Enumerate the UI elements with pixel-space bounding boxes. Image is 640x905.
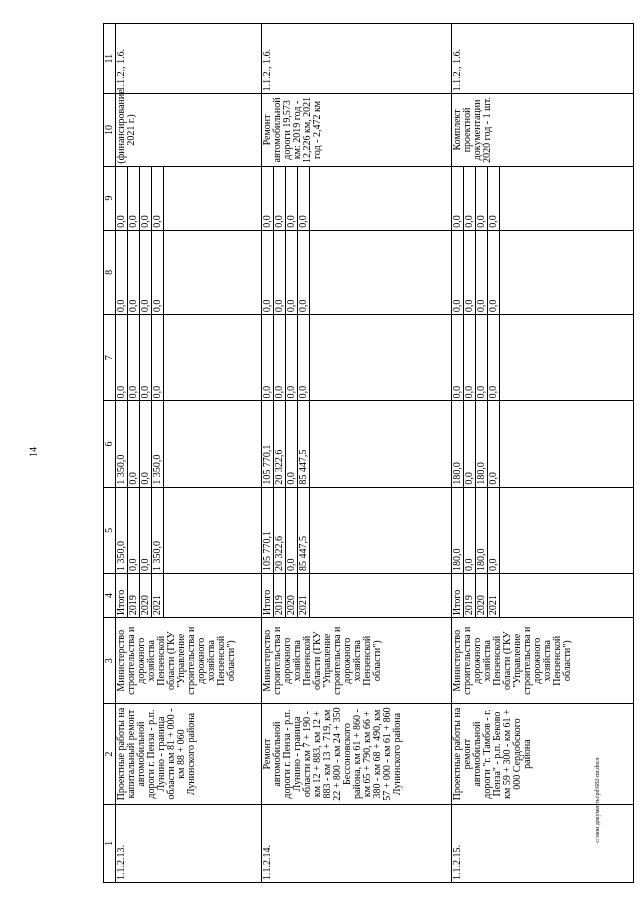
column-header: 6 [104, 401, 116, 487]
value: 0,0 [286, 488, 298, 573]
year-label: 2019 [464, 574, 476, 617]
row-number: 1.1.2.13. [116, 804, 262, 882]
value: 85 447,5 [298, 401, 310, 486]
value: 0,0 [452, 315, 464, 400]
year-label: Итого [262, 574, 274, 617]
year-label: 2021 [488, 574, 500, 617]
column-header: 7 [104, 315, 116, 401]
year-label: 2021 [152, 574, 164, 617]
column-header: 11 [104, 24, 116, 94]
value: 20 322,6 [274, 401, 286, 486]
value: 0,0 [128, 488, 140, 573]
value: 0,0 [464, 401, 476, 486]
value: 1 350,0 [152, 488, 164, 573]
year-label: 2019 [274, 574, 286, 617]
value: 1 350,0 [116, 401, 128, 486]
value-cell [452, 166, 634, 230]
work-name: Проектные работы на капитальный ремонт автомобильной дороги г. Пенза - р.п. Лунино - граница области км 81 + 000 - км 88 + 060 Лунинского района [116, 704, 262, 804]
value: 0,0 [140, 488, 152, 573]
value-cell [116, 166, 262, 230]
value: 180,0 [452, 401, 464, 486]
year-label: 2020 [286, 574, 298, 617]
value: 0,0 [152, 231, 164, 314]
value-cell [262, 166, 452, 230]
rotated-table-stage [103, 23, 633, 883]
value: 0,0 [128, 231, 140, 314]
year-cell [452, 573, 634, 617]
year-cell [116, 573, 262, 617]
value: 0,0 [476, 315, 488, 400]
result-text: Комплект проектной документации 2020 год - 1 шт. [452, 94, 634, 166]
value: 1 350,0 [116, 488, 128, 573]
value: 0,0 [128, 401, 140, 486]
value-cell [262, 487, 452, 573]
value: 0,0 [262, 231, 274, 314]
row-number: 1.1.2.14. [262, 804, 452, 882]
value: 0,0 [262, 315, 274, 400]
value: 0,0 [488, 167, 500, 230]
value-cell [452, 315, 634, 401]
value: 0,0 [274, 167, 286, 230]
value: 0,0 [488, 488, 500, 573]
value: 0,0 [140, 315, 152, 400]
reference: 1.1.2., 1.6. [452, 24, 634, 94]
year-label: 2020 [140, 574, 152, 617]
value: 0,0 [488, 315, 500, 400]
value: 0,0 [128, 315, 140, 400]
value-cell [116, 315, 262, 401]
row-number: 1.1.2.15. [452, 804, 634, 882]
value-cell [262, 401, 452, 487]
year-label: Итого [452, 574, 464, 617]
value-cell [262, 230, 452, 314]
value: 0,0 [140, 231, 152, 314]
value: 0,0 [274, 231, 286, 314]
work-name: Ремонт автомобильной дороги г. Пенза - р.п. Лунино - граница области км 7 + 190 - км 12 + 883, км 12 + 883 - км 13 + 719, км 22 + 800 - км 24 + 350 Бессоновского района, км 61 + 860 - км 65 + 790, км 66 + 380 - км 68 + 490, км 57 + 000 - км 61 + 860 Лунинского района [262, 704, 452, 804]
value: 0,0 [262, 167, 274, 230]
value: 0,0 [152, 315, 164, 400]
value-cell [452, 230, 634, 314]
value: 0,0 [116, 167, 128, 230]
value: 85 447,5 [298, 488, 310, 573]
value: 0,0 [452, 231, 464, 314]
value: 0,0 [488, 401, 500, 486]
column-header: 8 [104, 230, 116, 314]
value: 0,0 [464, 231, 476, 314]
year-label: 2019 [128, 574, 140, 617]
value-cell [116, 230, 262, 314]
column-header: 1 [104, 804, 116, 882]
value-cell [116, 487, 262, 573]
value: 0,0 [464, 315, 476, 400]
value-cell [452, 487, 634, 573]
column-header: 2 [104, 704, 116, 804]
value: 0,0 [140, 401, 152, 486]
value: 0,0 [476, 231, 488, 314]
year-label: 2020 [476, 574, 488, 617]
value: 180,0 [476, 488, 488, 573]
reference: 1.1.2., 1.6. [116, 24, 262, 94]
value: 1 350,0 [152, 401, 164, 486]
page-number: 14 [28, 447, 40, 457]
work-name: Проектные работы на ремонт автомобильной дороги "г. Тамбов - г. Пенза" - р.п. Беково км 59 + 300 - км 61 + 000 Сердобского района [452, 704, 634, 804]
reference: 1.1.2., 1.6. [262, 24, 452, 94]
value: 0,0 [128, 167, 140, 230]
value: 0,0 [464, 488, 476, 573]
value: 105 770,1 [262, 488, 274, 573]
value-cell [116, 401, 262, 487]
value: 0,0 [298, 167, 310, 230]
value: 0,0 [286, 315, 298, 400]
executor: Министерство строительства и дорожного хозяйства Пензенской области (ГКУ "Управление строительства и дорожного хозяйства Пензенской области") [262, 618, 452, 704]
table-row [452, 24, 634, 883]
value: 0,0 [116, 231, 128, 314]
value: 0,0 [274, 315, 286, 400]
executor: Министерство строительства и дорожного хозяйства Пензенской области (ГКУ "Управление строительства и дорожного хозяйства Пензенской области") [452, 618, 634, 704]
column-header: 3 [104, 618, 116, 704]
table-row [116, 24, 262, 883]
value: 0,0 [488, 231, 500, 314]
year-cell [262, 573, 452, 617]
result-text: (финансирование 2021 г.) [116, 94, 262, 166]
value: 0,0 [116, 315, 128, 400]
value: 0,0 [464, 167, 476, 230]
column-header: 9 [104, 166, 116, 230]
value: 0,0 [286, 231, 298, 314]
value: 0,0 [298, 231, 310, 314]
value: 105 770,1 [262, 401, 274, 486]
table-row [262, 24, 452, 883]
column-header: 10 [104, 94, 116, 166]
file-path-footer: c:\мои документы\pd\682-пп.docx [595, 757, 601, 843]
value: 0,0 [286, 401, 298, 486]
value: 180,0 [452, 488, 464, 573]
column-header: 4 [104, 573, 116, 617]
value: 0,0 [476, 167, 488, 230]
value: 180,0 [476, 401, 488, 486]
value: 0,0 [298, 315, 310, 400]
value: 0,0 [152, 167, 164, 230]
executor: Министерство строительства и дорожного хозяйства Пензенской области (ГКУ "Управление строительства и дорожного хозяйства Пензенской области") [116, 618, 262, 704]
result-text: Ремонт автомобильной дороги 19,573 км: 2019 год - 12,226 км, 2021 год - 2,472 км [262, 94, 452, 166]
year-label: Итого [116, 574, 128, 617]
column-header: 5 [104, 487, 116, 573]
value: 0,0 [452, 167, 464, 230]
value: 0,0 [286, 167, 298, 230]
header-row [104, 24, 116, 883]
value: 20 322,6 [274, 488, 286, 573]
value: 0,0 [140, 167, 152, 230]
value-cell [262, 315, 452, 401]
program-table [103, 23, 634, 883]
value-cell [452, 401, 634, 487]
year-label: 2021 [298, 574, 310, 617]
